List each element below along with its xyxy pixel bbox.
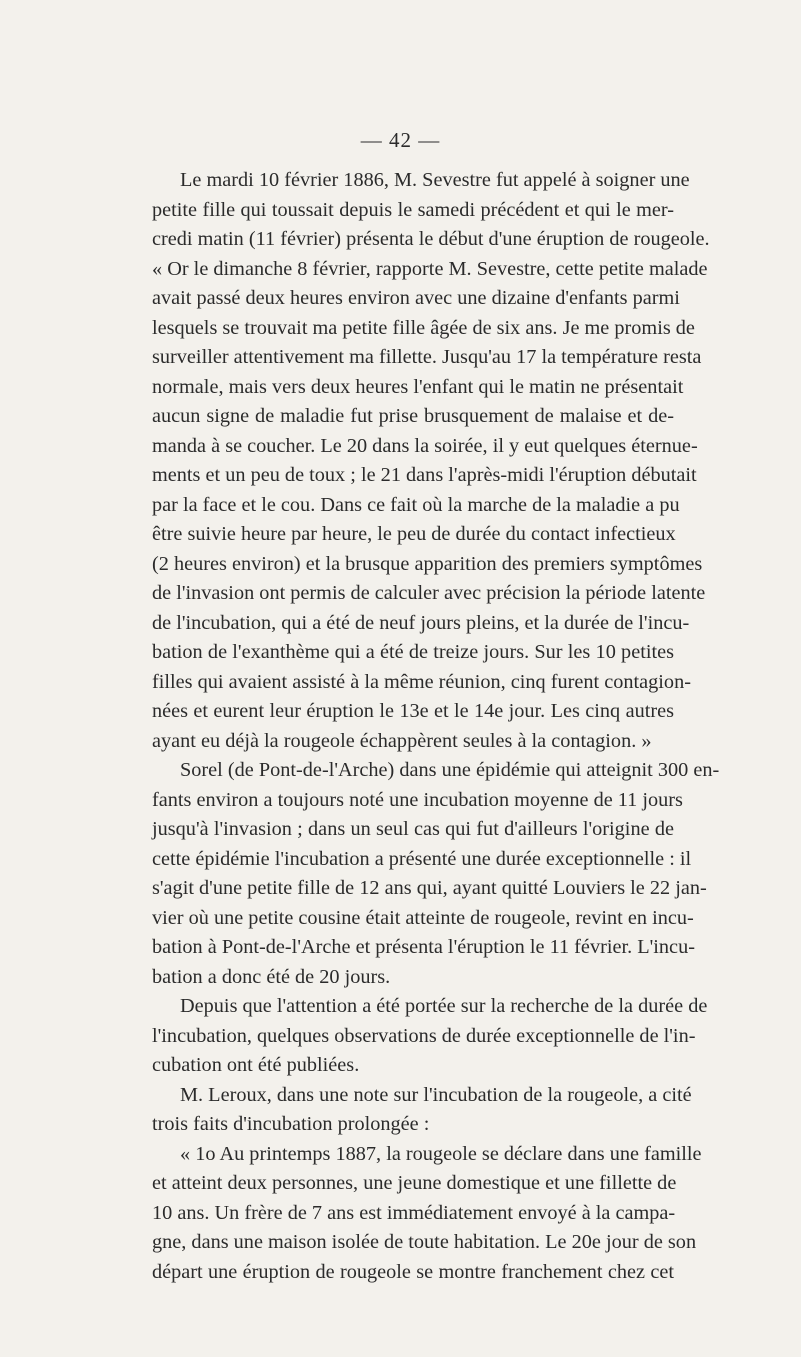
text-line: s'agit d'une petite fille de 12 ans qui, ayant quitté Louviers le 22 jan- xyxy=(152,877,707,899)
text-line: normale, mais vers deux heures l'enfant qui le matin ne présentait xyxy=(152,375,684,398)
text-line: nées et eurent leur éruption le 13e et le 14e jour. Les cinq autres xyxy=(152,700,674,722)
text-line: ayant eu déjà la rougeole échappèrent seules à la contagion. » xyxy=(152,729,652,752)
text-line: fants environ a toujours noté une incubation moyenne de 11 jours xyxy=(152,788,683,811)
text-line: cette épidémie l'incubation a présenté une durée exceptionnelle : il xyxy=(152,847,692,870)
text-line: Depuis que l'attention a été portée sur la recherche de la durée de xyxy=(180,995,708,1017)
text-line: être suivie heure par heure, le peu de durée du contact infectieux xyxy=(152,523,676,545)
text-line: jusqu'à l'invasion ; dans un seul cas qui fut d'ailleurs l'origine de xyxy=(152,818,674,840)
text-line: (2 heures environ) et la brusque apparition des premiers symptômes xyxy=(152,552,703,575)
text-line: départ une éruption de rougeole se montre franchement chez cet xyxy=(152,1260,674,1283)
page-number: — 42 — xyxy=(360,128,441,152)
text-line: petite fille qui toussait depuis le samedi précédent et qui le mer- xyxy=(152,198,674,221)
body-text xyxy=(152,166,720,1287)
text-line: surveiller attentivement ma fillette. Jusqu'au 17 la température resta xyxy=(152,346,702,368)
text-line: l'incubation, quelques observations de durée exceptionnelle de l'in- xyxy=(152,1024,696,1047)
text-line: credi matin (11 février) présenta le début d'une éruption de rougeole. xyxy=(152,228,710,250)
text-line: et atteint deux personnes, une jeune domestique et une fillette de xyxy=(152,1172,677,1194)
text-line: de l'incubation, qui a été de neuf jours pleins, et la durée de l'incu- xyxy=(152,611,690,634)
text-line: Sorel (de Pont-de-l'Arche) dans une épidémie qui atteignit 300 en- xyxy=(180,759,720,781)
text-line: gne, dans une maison isolée de toute habitation. Le 20e jour de son xyxy=(152,1231,697,1253)
text-line: avait passé deux heures environ avec une dizaine d'enfants parmi xyxy=(152,287,680,309)
text-line: « 1o Au printemps 1887, la rougeole se déclare dans une famille xyxy=(180,1142,702,1165)
text-line: bation à Pont-de-l'Arche et présenta l'éruption le 11 février. L'incu- xyxy=(152,936,695,958)
text-line: manda à se coucher. Le 20 dans la soirée, il y eut quelques éternue- xyxy=(152,434,698,457)
text-line: bation a donc été de 20 jours. xyxy=(152,965,391,988)
text-line: 10 ans. Un frère de 7 ans est immédiatement envoyé à la campa- xyxy=(152,1201,676,1224)
text-line: ments et un peu de toux ; le 21 dans l'après-midi l'éruption débutait xyxy=(152,464,697,486)
text-line: lesquels se trouvait ma petite fille âgée de six ans. Je me promis de xyxy=(152,316,695,339)
text-line: bation de l'exanthème qui a été de treize jours. Sur les 10 petites xyxy=(152,641,674,663)
text-line: M. Leroux, dans une note sur l'incubation de la rougeole, a cité xyxy=(180,1083,692,1106)
text-line: aucun signe de maladie fut prise brusquement de malaise et de- xyxy=(152,405,674,427)
text-line: cubation ont été publiées. xyxy=(152,1054,360,1076)
text-line: par la face et le cou. Dans ce fait où la marche de la maladie a pu xyxy=(152,493,680,516)
text-line: trois faits d'incubation prolongée : xyxy=(152,1113,430,1135)
text-line: de l'invasion ont permis de calculer avec précision la période latente xyxy=(152,582,706,604)
text-line: Le mardi 10 février 1886, M. Sevestre fut appelé à soigner une xyxy=(180,169,690,191)
text-line: filles qui avaient assisté à la même réunion, cinq furent contagion- xyxy=(152,670,691,693)
text-line: vier où une petite cousine était atteinte de rougeole, revint en incu- xyxy=(152,906,694,929)
text-line: « Or le dimanche 8 février, rapporte M. Sevestre, cette petite malade xyxy=(152,257,708,280)
